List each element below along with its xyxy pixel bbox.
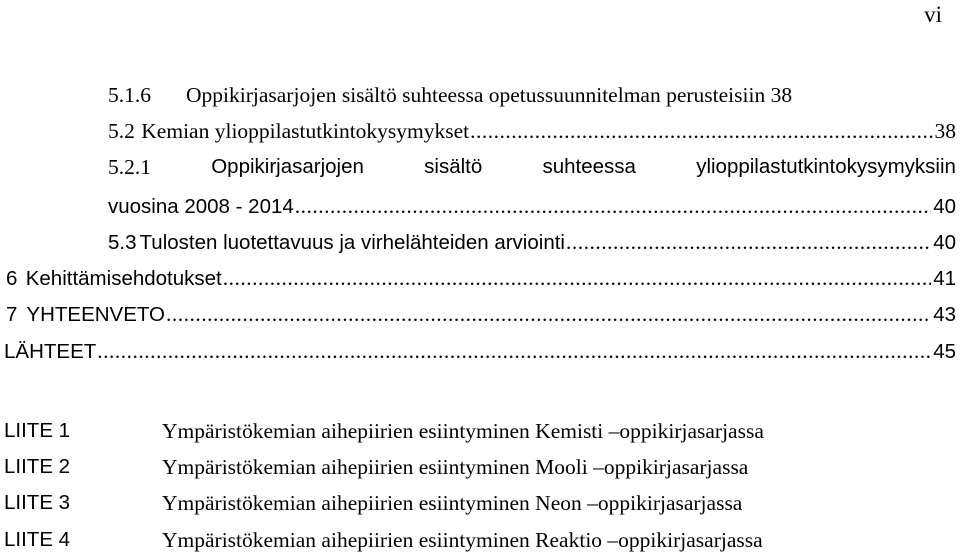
toc-leader: [295, 193, 931, 219]
toc-page: 38: [934, 119, 956, 143]
toc-entry-5-2-1-cont[interactable]: [108, 193, 956, 220]
toc-page: 45: [933, 340, 956, 363]
toc-title-word: ylioppilastutkintokysymyksiin: [696, 155, 956, 178]
toc-title: Kemian ylioppilastutkintokysymykset: [141, 119, 470, 143]
appendix-text: Ympäristökemian aihepiirien esiintyminen Mooli –oppikirjasarjassa: [162, 455, 749, 479]
toc-title: Kehittämisehdotukset: [25, 267, 222, 290]
toc-title-word: suhteessa: [542, 155, 636, 178]
toc-entry-references[interactable]: [4, 338, 956, 365]
toc-title-word: Oppikirjasarjojen: [211, 155, 364, 178]
toc-entry-5-3[interactable]: [108, 229, 956, 256]
toc-number: 6: [6, 267, 18, 290]
toc-entry-7[interactable]: [6, 301, 956, 328]
toc-leader: [223, 265, 931, 291]
toc-entry-6[interactable]: [6, 265, 956, 292]
appendix-text: Ympäristökemian aihepiirien esiintyminen Neon –oppikirjasarjassa: [162, 491, 743, 515]
toc-number: 5.1.6: [108, 83, 151, 107]
appendix-label: LIITE 4: [4, 528, 71, 551]
toc-title: Oppikirjasarjojen sisältö suhteessa opetussuunnitelman perusteisiin: [186, 83, 766, 107]
toc-page: 38: [770, 83, 793, 107]
toc-leader: [97, 338, 931, 364]
toc-entry-5-2-1[interactable]: [108, 154, 956, 180]
toc-leader: [470, 118, 932, 144]
appendix-text: Ympäristökemian aihepiirien esiintyminen Reaktio –oppikirjasarjassa: [162, 528, 763, 552]
appendix-label: LIITE 1: [4, 419, 71, 442]
toc-leader: [566, 229, 931, 255]
toc-title: LÄHTEET: [4, 340, 97, 363]
toc-number: 7: [6, 303, 18, 326]
toc-number: 5.3: [108, 231, 137, 254]
toc-title: YHTEENVETO: [26, 303, 166, 326]
toc-entry-5-1-6[interactable]: [108, 82, 792, 108]
toc-title: Tulosten luotettavuus ja virhelähteiden arviointi: [139, 231, 565, 254]
toc-leader: [166, 301, 931, 327]
toc-entry-5-2[interactable]: [108, 118, 956, 144]
toc-number: 5.2: [108, 119, 135, 143]
page-number: vi: [924, 2, 942, 27]
appendix-label: LIITE 3: [4, 491, 71, 514]
appendix-label: LIITE 2: [4, 455, 71, 478]
toc-page: 40: [933, 195, 956, 218]
toc-page: 40: [933, 231, 956, 254]
toc-page: 43: [933, 303, 956, 326]
toc-title-word: sisältö: [424, 155, 483, 178]
toc-title: vuosina 2008 - 2014: [108, 195, 294, 218]
toc-page: 41: [933, 267, 956, 290]
appendix-text: Ympäristökemian aihepiirien esiintyminen Kemisti –oppikirjasarjassa: [162, 419, 764, 443]
toc-number: 5.2.1: [108, 155, 151, 179]
